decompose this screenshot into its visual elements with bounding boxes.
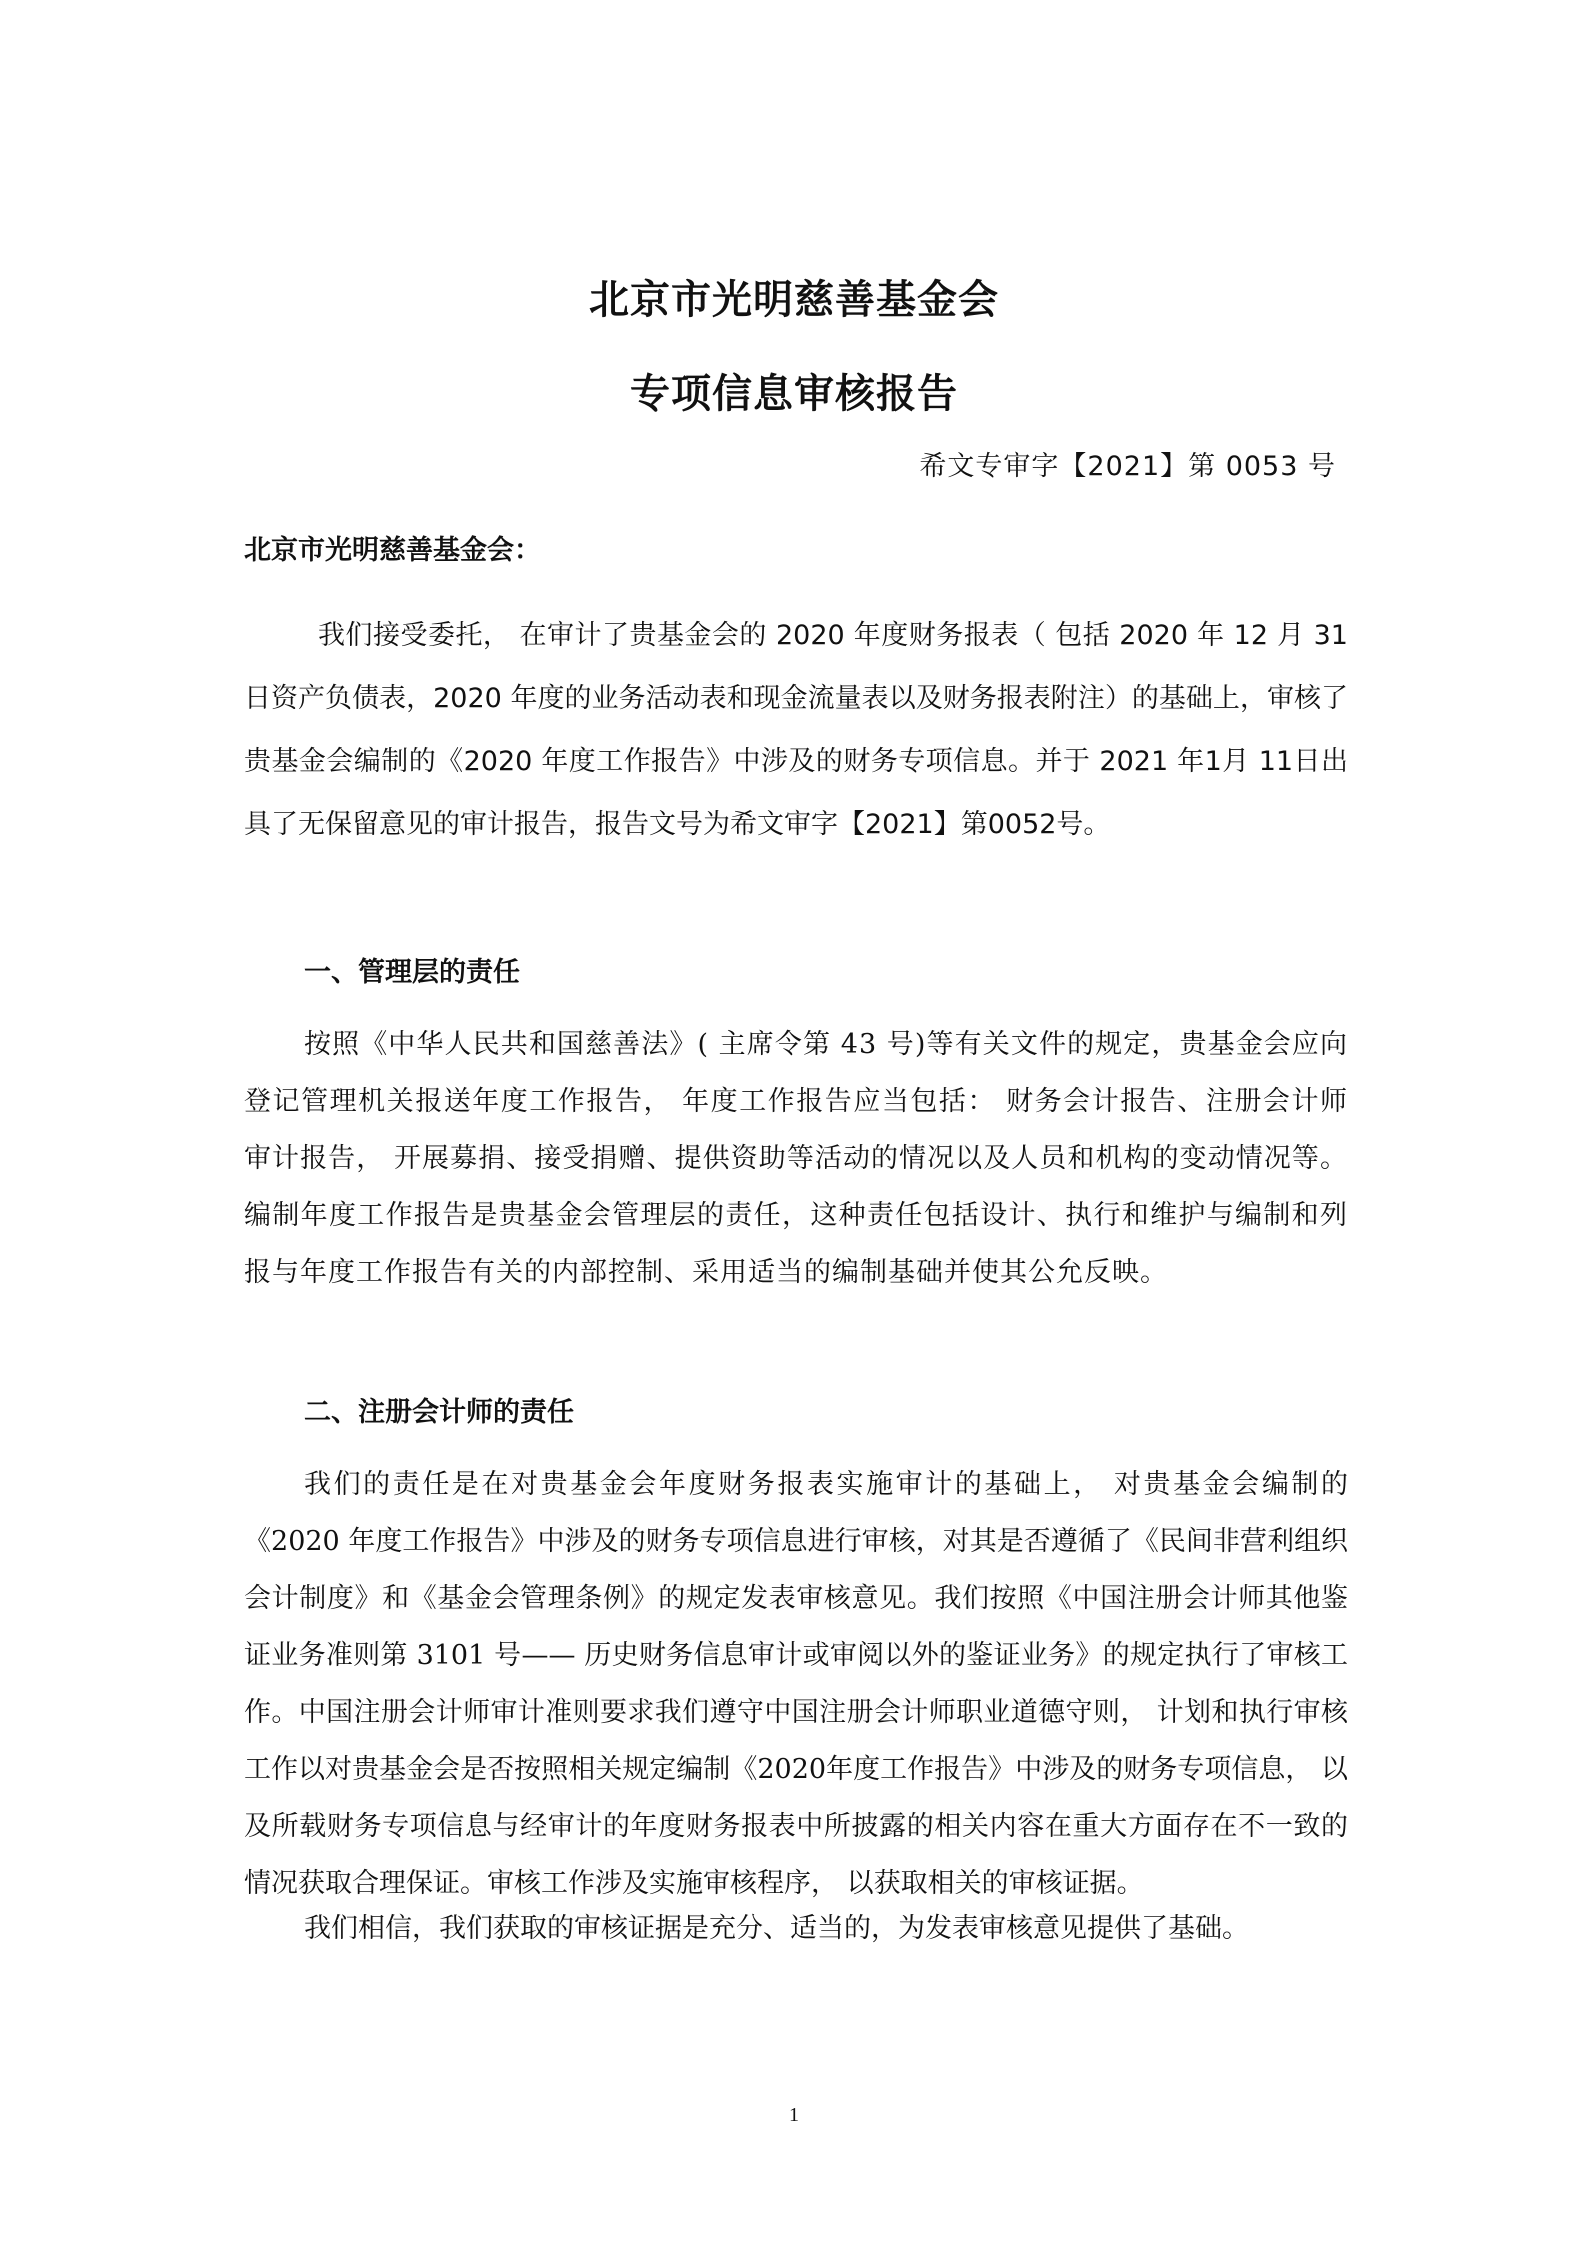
- section-heading-management: 一、管理层的责任: [304, 957, 520, 988]
- addressee: 北京市光明慈善基金会：: [244, 535, 541, 566]
- document-title: 北京市光明慈善基金会: [589, 277, 999, 323]
- page-number: 1: [789, 2104, 799, 2126]
- cpa-conclusion-paragraph: 我们相信，我们获取的审核证据是充分、适当的，为发表审核意见提供了基础。: [304, 1913, 1249, 1944]
- document-subtitle: 专项信息审核报告: [630, 371, 958, 417]
- intro-paragraph: 我们接受委托， 在审计了贵基金会的 2020 年度财务报表（ 包括 2020 年 12 月 31 日资产负债表，2020 年度的业务活动表和现金流量表以及财务报表附注）的基础上，审核了贵基金会编制的《2020 年度工作报告》中涉及的财务专项信息。并于 2021 年1月 11日出具了无保留意见的审计报告，报告文号为希文审字【2021】第0052号。: [244, 620, 1348, 840]
- management-responsibility-paragraph: 按照《中华人民共和国慈善法》( 主席令第 43 号)等有关文件的规定，贵基金会应向登记管理机关报送年度工作报告， 年度工作报告应当包括： 财务会计报告、注册会计师审计报告， 开展募捐、接受捐赠、提供资助等活动的情况以及人员和机构的变动情况等。编制年度工作报告是贵基金会管理层的责任，这种责任包括设计、执行和维护与编制和列报与年度工作报告有关的内部控制、采用适当的编制基础并使其公允反映。: [244, 1029, 1348, 1288]
- cpa-responsibility-paragraph: 我们的责任是在对贵基金会年度财务报表实施审计的基础上， 对贵基金会编制的《2020 年度工作报告》中涉及的财务专项信息进行审核，对其是否遵循了《民间非营利组织会计制度》和《基金会管理条例》的规定发表审核意见。我们按照《中国注册会计师其他鉴证业务准则第 3101 号—— 历史财务信息审计或审阅以外的鉴证业务》的规定执行了审核工作。中国注册会计师审计准则要求我们遵守中国注册会计师职业道德守则， 计划和执行审核工作以对贵基金会是否按照相关规定编制《2020年度工作报告》中涉及的财务专项信息， 以及所载财务专项信息与经审计的年度财务报表中所披露的相关内容在重大方面存在不一致的情况获取合理保证。审核工作涉及实施审核程序， 以获取相关的审核证据。: [244, 1469, 1348, 1899]
- reference-number: 希文专审字【2021】第 0053 号: [919, 451, 1336, 482]
- section-heading-cpa: 二、注册会计师的责任: [304, 1397, 574, 1428]
